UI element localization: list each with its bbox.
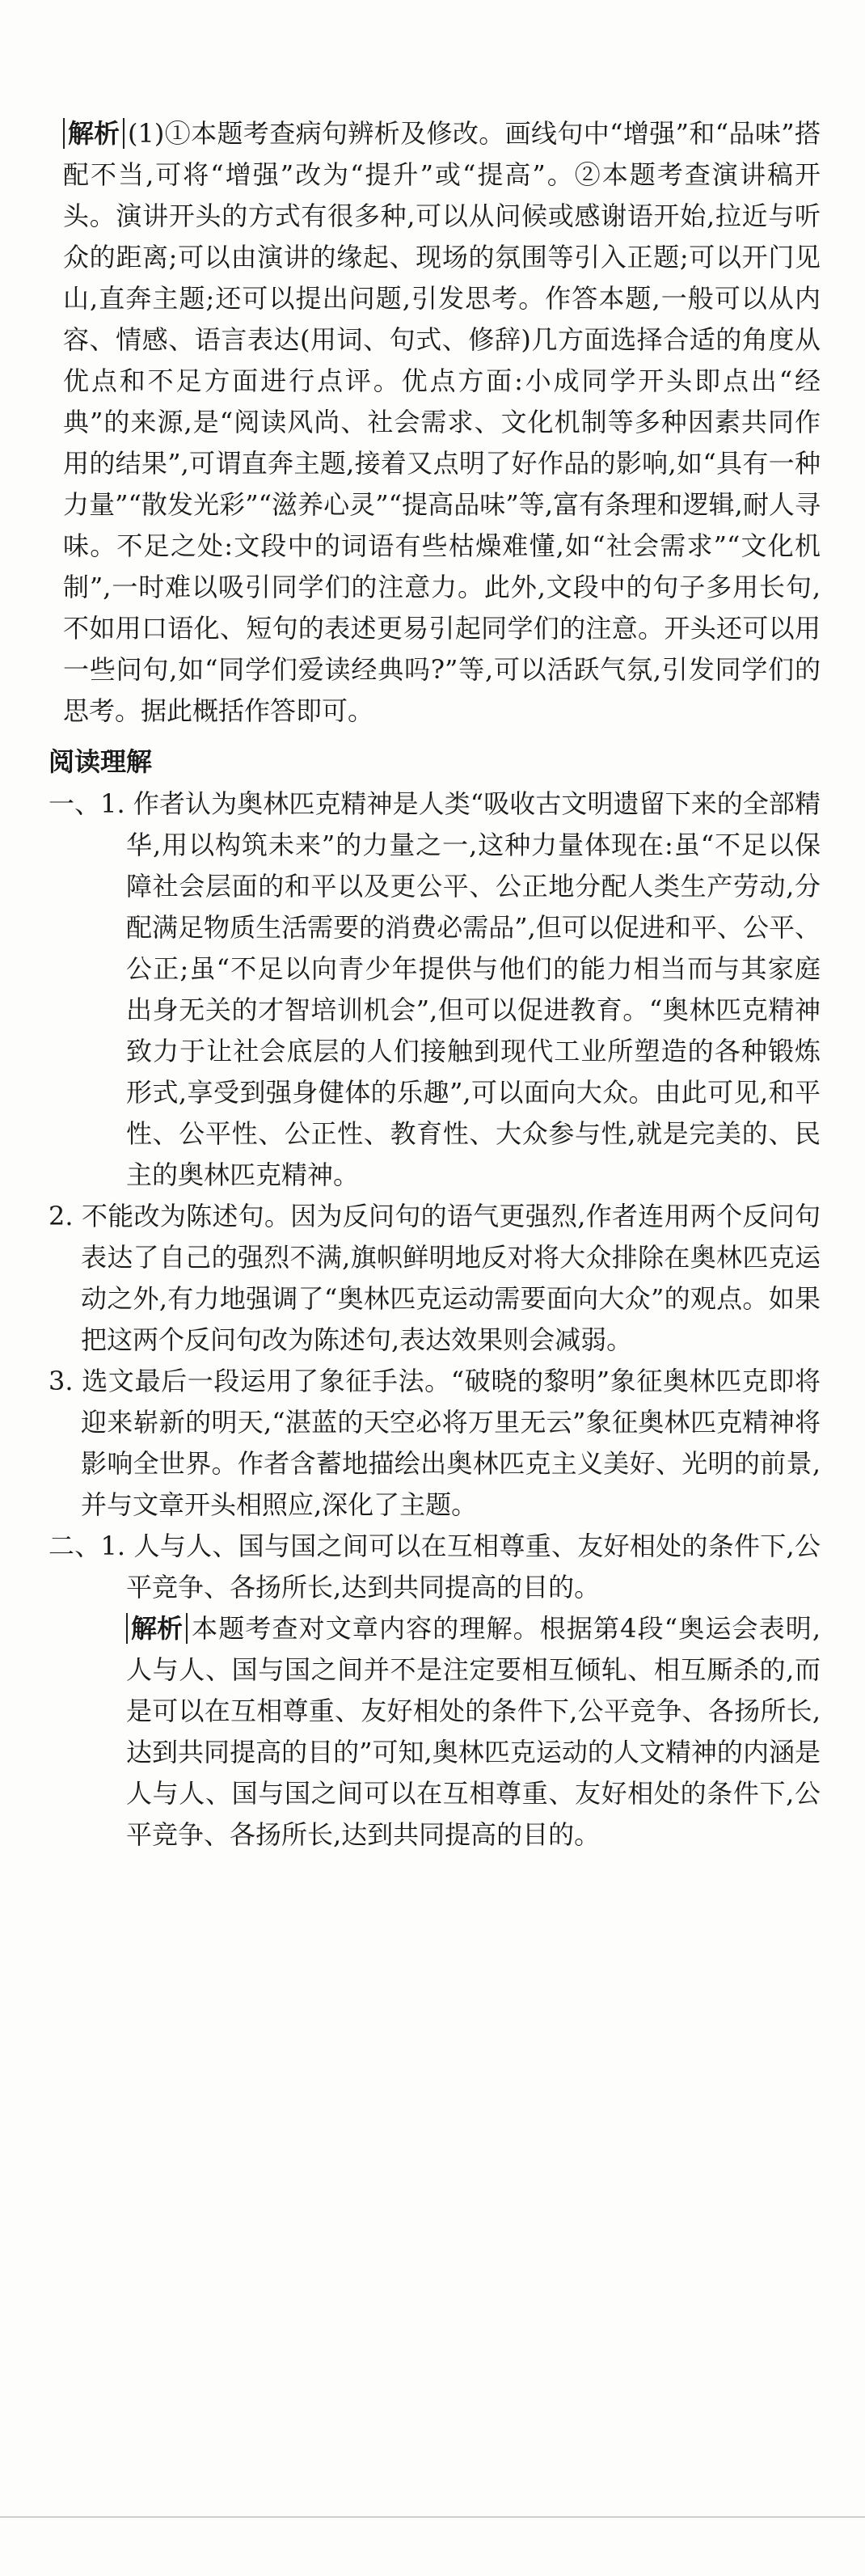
analysis-text-2: 本题考查对文章内容的理解。根据第4段“奥运会表明,人与人、国与国之间并不是注定要相互倾轧、相互厮杀的,而是可以在互相尊重、友好相处的条件下,公平竞争、各扬所长,达到共同提高的目的”可知,奥林匹克运动的人文精神的内涵是人与人、国与国之间可以在互相尊重、友好相处的条件下,公平竞争、各扬所长,达到共同提高的目的。 — [126, 1613, 821, 1850]
section-title-reading: 阅读理解 — [49, 746, 153, 777]
analysis-text-1: (1)①本题考查病句辨析及修改。画线句中“增强”和“品味”搭配不当,可将“增强”改为“提升”或“提高”。②本题考查演讲稿开头。演讲开头的方式有很多种,可以从问候或感谢语开始,拉近与听众的距离;可以由演讲的缘起、现场的氛围等引入正题;可以开门见山,直奔主题;还可以提出问题,引发思考。作答本题,一般可以从内容、情感、语言表达(用词、句式、修辞)几方面选择合适的角度从优点和不足方面进行点评。优点方面:小成同学开头即点出“经典”的来源,是“阅读风尚、社会需求、文化机制等多种因素共同作用的结果”,可谓直奔主题,接着又点明了好作品的影响,如“具有一种力量”“散发光彩”“滋养心灵”“提高品味”等,富有条理和逻辑,耐人寻味。不足之处:文段中的词语有些枯燥难懂,如“社会需求”“文化机制”,一时难以吸引同学们的注意力。此外,文段中的句子多用长句,不如用口语化、短句的表述更易引起同学们的注意。开头还可以用一些问句,如“同学们爱读经典吗?”等,可以活跃气氛,引发同学们的思考。据此概括作答即可。 — [63, 118, 821, 726]
bottom-divider — [0, 2516, 865, 2518]
part2-item1: 二、1. 人与人、国与国之间可以在互相尊重、友好相处的条件下,公平竞争、各扬所长,达到共同提高的目的。 — [49, 1531, 821, 1603]
answer-content — [49, 113, 821, 1856]
analysis-tag: 解析 — [63, 118, 124, 149]
part1-item1: 一、1. 作者认为奥林匹克精神是人类“吸收古文明遗留下来的全部精华,用以构筑未来”的力量之一,这种力量体现在:虽“不足以保障社会层面的和平以及更公平、公正地分配人类生产劳动,分配满足物质生活需要的消费必需品”,但可以促进和平、公平、公正;虽“不足以向青少年提供与他们的能力相当而与其家庭出身无关的才智培训机会”,但可以促进教育。“奥林匹克精神致力于让社会底层的人们接触到现代工业所塑造的各种锻炼形式,享受到强身健体的乐趣”,可以面向大众。由此可见,和平性、公平性、公正性、教育性、大众参与性,就是完美的、民主的奥林匹克精神。 — [49, 788, 821, 1190]
analysis-paragraph-1 — [49, 113, 821, 732]
analysis-paragraph-2 — [49, 1608, 821, 1856]
part1-item2: 2. 不能改为陈述句。因为反问句的语气更强烈,作者连用两个反问句表达了自己的强烈不满,旗帜鲜明地反对将大众排除在奥林匹克运动之外,有力地强调了“奥林匹克运动需要面向大众”的观点。如果把这两个反问句改为陈述句,表达效果则会减弱。 — [49, 1201, 821, 1355]
part1-item3: 3. 选文最后一段运用了象征手法。“破晓的黎明”象征奥林匹克即将迎来崭新的明天,“湛蓝的天空必将万里无云”象征奥林匹克精神将影响全世界。作者含蓄地描绘出奥林匹克主义美好、光明的前景,并与文章开头相照应,深化了主题。 — [49, 1366, 821, 1520]
analysis-tag-2: 解析 — [126, 1613, 188, 1644]
